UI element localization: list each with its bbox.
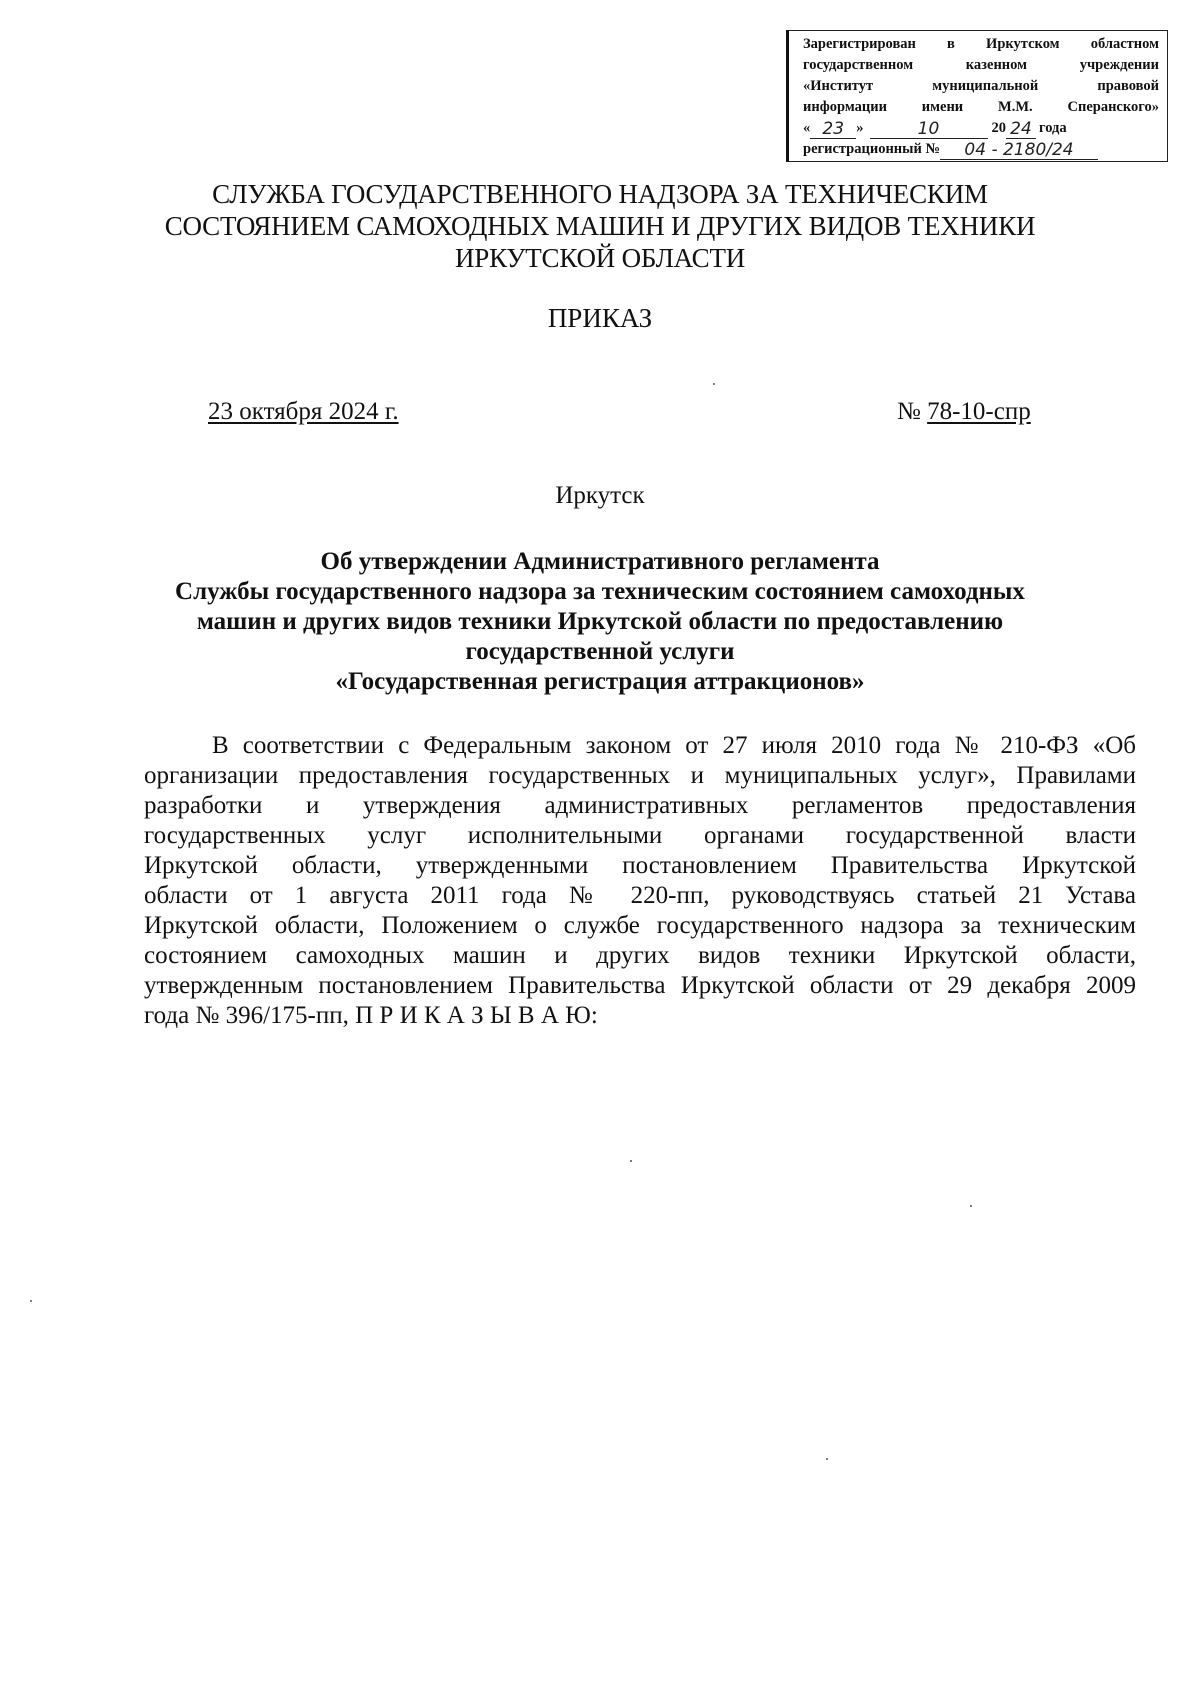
body-line: области от 1 августа 2011 года № 220-пп, руководствуясь статьей 21 Устава bbox=[144, 882, 1136, 909]
body-line: Иркутской области, Положением о службе государственного надзора за техническим bbox=[144, 912, 1136, 939]
document-date: 23 октября 2024 г. bbox=[208, 398, 399, 425]
document-title bbox=[130, 547, 1070, 697]
scan-speck bbox=[630, 1160, 632, 1162]
stamp-year-suffix: 24 bbox=[1006, 120, 1036, 139]
stamp-quote-close: » bbox=[856, 120, 864, 136]
body-line: состоянием самоходных машин и других видов техники Иркутской области, bbox=[144, 942, 1136, 969]
stamp-line: информации имени М.М. Сперанского» bbox=[803, 99, 1159, 115]
body-line: организации предоставления государственных и муниципальных услуг», Правилами bbox=[144, 762, 1136, 789]
body-paragraph bbox=[144, 731, 1136, 1031]
body-line: разработки и утверждения административных регламентов предоставления bbox=[144, 792, 1136, 819]
document-city: Иркутск bbox=[555, 482, 645, 509]
body-line: государственных услуг исполнительными органами государственной власти bbox=[144, 822, 1136, 849]
body-line: В соответствии с Федеральным законом от 27 июля 2010 года № 210-ФЗ «Об bbox=[212, 732, 1136, 759]
scan-speck bbox=[30, 1300, 32, 1302]
stamp-month: 10 bbox=[870, 120, 988, 139]
number-sign: № bbox=[897, 398, 921, 425]
title-line: машин и других видов техники Иркутской области по предоставлению bbox=[196, 608, 1004, 635]
stamp-quote-open: « bbox=[803, 120, 811, 136]
title-line: Об утверждении Административного регламента bbox=[320, 548, 880, 575]
org-line: СЛУЖБА ГОСУДАРСТВЕННОГО НАДЗОРА ЗА ТЕХНИЧЕСКИМ bbox=[212, 179, 988, 209]
scan-speck bbox=[970, 1205, 972, 1207]
stamp-day: 23 bbox=[810, 120, 856, 139]
stamp-year-prefix: 20 bbox=[991, 120, 1006, 136]
stamp-line: «Институт муниципальной правовой bbox=[803, 78, 1159, 94]
title-line: Службы государственного надзора за техническим состоянием самоходных bbox=[175, 578, 1025, 605]
stamp-line: государственном казенном учреждении bbox=[803, 57, 1159, 73]
stamp-year-word: года bbox=[1039, 120, 1067, 136]
document-number bbox=[897, 398, 1031, 426]
scan-speck bbox=[713, 383, 715, 385]
body-line: Иркутской области, утвержденными постановлением Правительства Иркутской bbox=[144, 852, 1136, 879]
organization-name bbox=[150, 178, 1050, 274]
registration-stamp bbox=[786, 30, 1168, 162]
number-value: 78-10-спр bbox=[927, 398, 1031, 425]
stamp-reg-row bbox=[803, 139, 1159, 160]
org-line: СОСТОЯНИЕМ САМОХОДНЫХ МАШИН И ДРУГИХ ВИДОВ ТЕХНИКИ bbox=[164, 211, 1036, 241]
body-line: утвержденным постановлением Правительства Иркутской области от 29 декабря 2009 bbox=[144, 972, 1136, 999]
stamp-line: Зарегистрирован в Иркутском областном bbox=[803, 36, 1159, 52]
body-line: года № 396/175-пп, П Р И К А З Ы В А Ю: bbox=[144, 1002, 598, 1029]
scan-speck bbox=[826, 1458, 828, 1460]
document-type: ПРИКАЗ bbox=[547, 303, 653, 333]
stamp-reg-number: 04 - 2180/24 bbox=[940, 141, 1098, 160]
org-line: ИРКУТСКОЙ ОБЛАСТИ bbox=[454, 243, 746, 273]
stamp-date-row bbox=[803, 118, 1159, 139]
stamp-reg-label: регистрационный № bbox=[803, 141, 941, 157]
title-line: «Государственная регистрация аттракционов» bbox=[335, 668, 865, 695]
title-line: государственной услуги bbox=[465, 638, 735, 665]
